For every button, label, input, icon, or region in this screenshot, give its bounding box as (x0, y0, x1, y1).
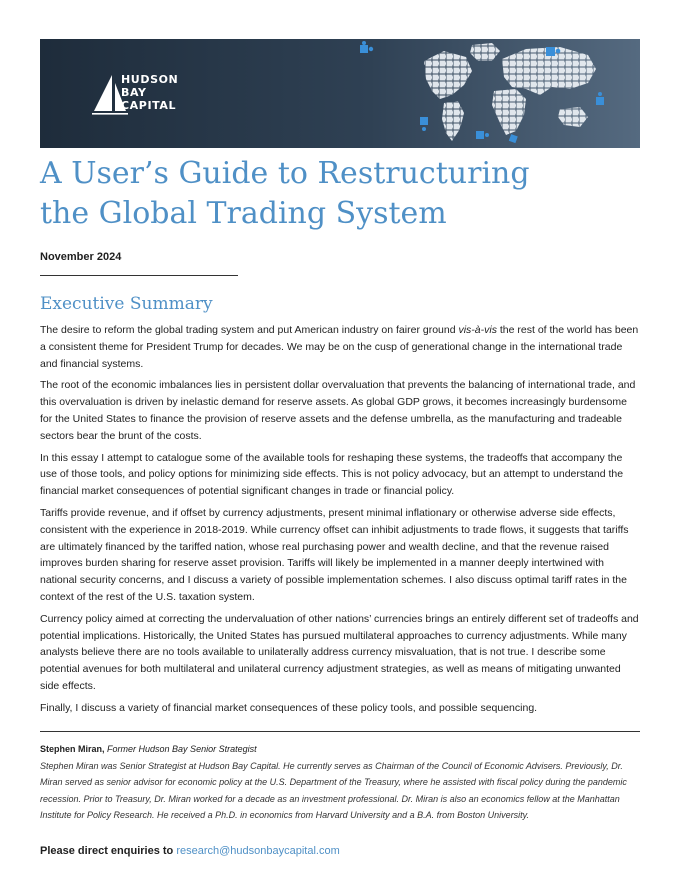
title-line: the Global Trading System (40, 196, 447, 231)
paragraph: The root of the economic imbalances lies in persistent dollar overvaluation that prevents the balancing of international trade, and this overvaluation is driven by inelastic demand for reserve assets. As global GDP grows, it becomes increasingly burdensome for the United States to finance the provision of reserve assets and the defense umbrella, as the manufacturing and tradeable sectors bear the brunt of the costs. (40, 379, 636, 442)
document-title (40, 154, 640, 234)
paragraph (40, 322, 640, 372)
logo-line: CAPITAL (121, 99, 177, 112)
publication-date: November 2024 (40, 251, 122, 263)
header-banner (40, 39, 640, 148)
contact-email-link[interactable]: research@hudsonbaycapital.com (176, 845, 340, 857)
author-bio: Stephen Miran was Senior Strategist at Hudson Bay Capital. He currently serves as Chairman of the Council of Economic Advisers. Previously, Dr. Miran served as senior advisor for economic policy at the U.S. Department of the Treasury, where he assisted with fiscal policy during the pandemic recession. Prior to Treasury, Dr. Miran worked for a decade as an investment professional. Dr. Miran is also an economics fellow at the Manhattan Institute for Policy Research. He received a Ph.D. in economics from Harvard University and a B.A. from Boston University. (40, 760, 627, 821)
paragraph: In this essay I attempt to catalogue some of the available tools for reshaping these systems, the tradeoffs that accompany the use of those tools, and policy options for minimizing side effects. This is not policy advocacy, but an attempt to understand the financial market consequences of potential significant changes in trade or financial policy. (40, 451, 624, 498)
contact-label: Please direct enquiries to (40, 845, 174, 857)
author-name: Stephen Miran, (40, 744, 105, 754)
executive-summary-body (40, 322, 640, 722)
logo-line: BAY (121, 86, 147, 99)
paragraph: Tariffs provide revenue, and if offset by currency adjustments, present minimal inflationary or otherwise adverse side effects, consistent with the experience in 2018-2019. While currency offset can inhibit adjustments to trade flows, it suggests that tariffs are ultimately financed by the tariffed nation, whose real purchasing power and wealth decline, and that the revenue raised improves burden sharing for reserve asset provision. Tariffs will likely be implemented in a manner deeply intertwined with national security concerns, and I discuss a variety of possible implementation schemes. I also discuss optimal tariff rates in the context of the rest of the U.S. taxation system. (40, 506, 629, 603)
paragraph-text: the rest of the world has been a consistent theme for President Trump for decades. We may be on the cusp of generational change in the international trade and financial systems. (40, 324, 639, 370)
logo-line: HUDSON (121, 73, 179, 86)
paragraph-text: The desire to reform the global trading system and put American industry on fairer ground (40, 324, 459, 336)
author-role: Former Hudson Bay Senior Strategist (107, 744, 257, 754)
company-logo-text (121, 73, 178, 112)
divider (40, 275, 238, 276)
title-line: A User’s Guide to Restructuring (40, 156, 530, 191)
section-heading: Executive Summary (40, 294, 213, 314)
divider (40, 731, 640, 732)
italic-term: vis-à-vis (458, 324, 497, 336)
contact-line (40, 845, 340, 857)
paragraph: Currency policy aimed at correcting the undervaluation of other nations’ currencies brings an entirely different set of tradeoffs and potential implications. Historically, the United States has pursued multilateral approaches to currency adjustments. While many analysts believe there are no tools available to unilaterally address currency misvaluation, that is not true. I describe some potential avenues for both multilateral and unilateral currency adjustment strategies, as well as means of mitigating unwanted side effects. (40, 612, 639, 692)
author-block (40, 741, 640, 824)
paragraph: Finally, I discuss a variety of financial market consequences of these policy tools, and possible sequencing. (40, 701, 538, 714)
